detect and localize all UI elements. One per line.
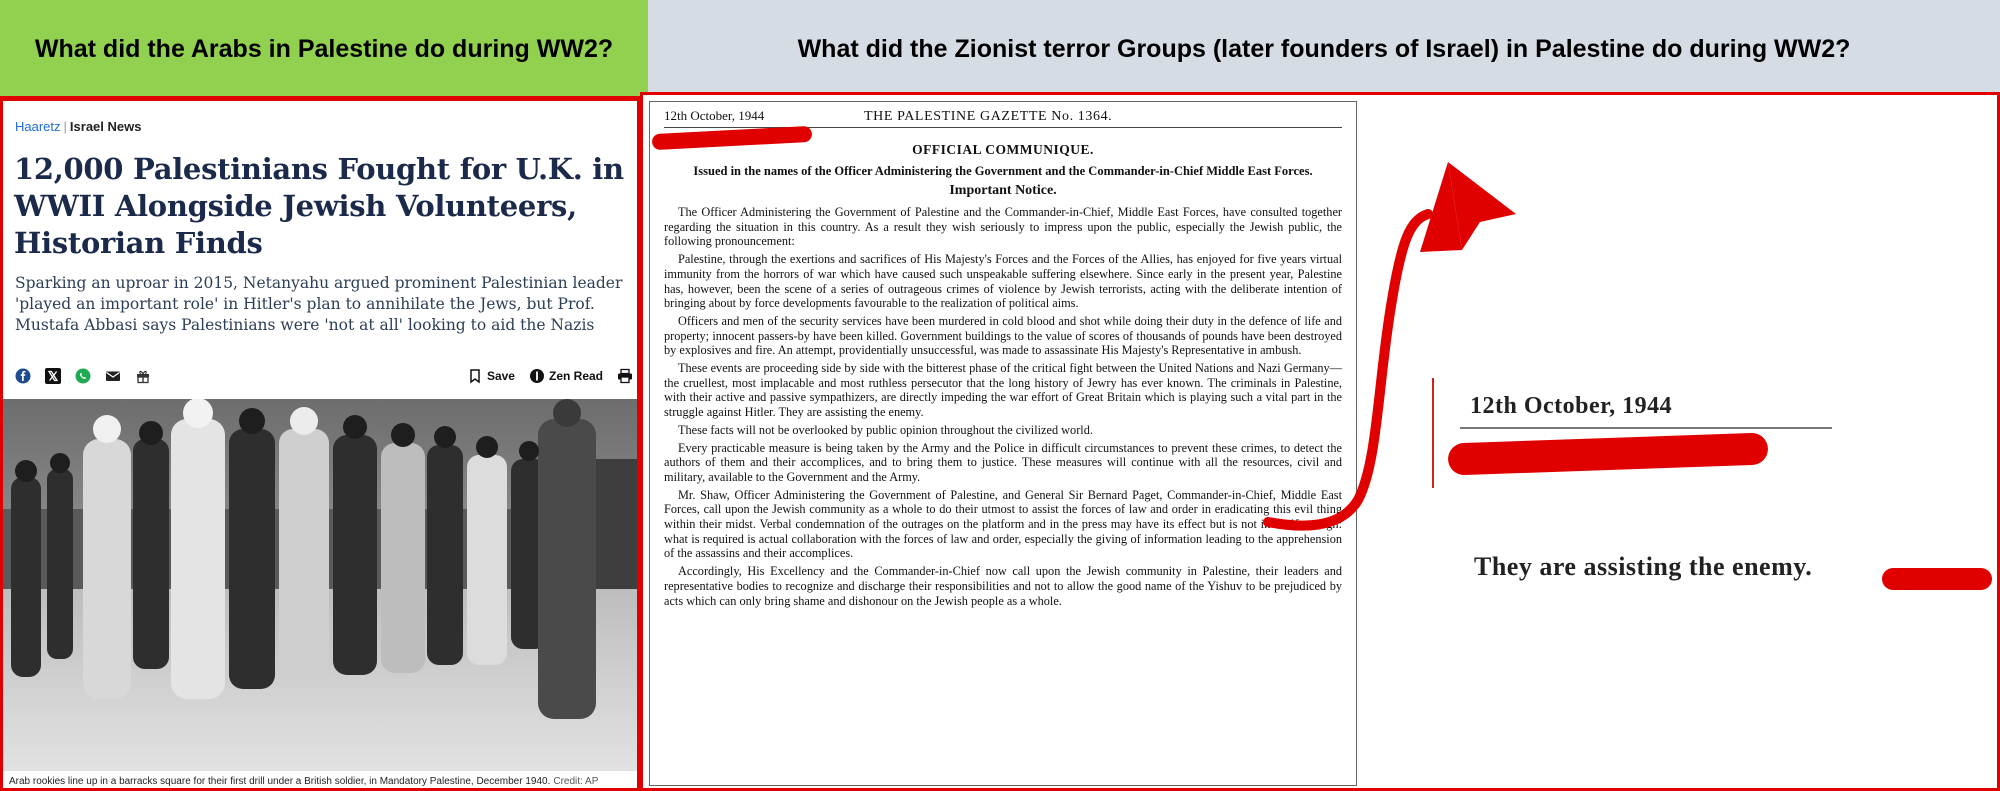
gift-icon[interactable] (135, 368, 151, 384)
zoom-frame-line (1432, 378, 1434, 488)
breadcrumb (15, 119, 141, 134)
gazette-paragraph: Every practicable measure is being taken by the Army and the Police in difficult circumstances to prevent these crimes, to detect the authors of them and their accomplices, and to bring them to justice. These measures will continue with all the resources, civil and military, available to the Government and the Army. (664, 440, 1342, 484)
left-header: What did the Arabs in Palestine do during WW2? (0, 0, 648, 98)
redaction-scribble (1882, 568, 1992, 590)
photo-credit: Credit: AP (553, 776, 599, 787)
zoom-rule (1460, 427, 1832, 429)
gazette-document (649, 101, 1357, 786)
brand-link[interactable]: Haaretz (15, 119, 61, 134)
section-link[interactable]: Israel News (69, 119, 142, 134)
print-icon[interactable] (617, 368, 633, 384)
communique-heading: OFFICIAL COMMUNIQUE. (912, 142, 1094, 157)
gazette-paragraph: Accordingly, His Excellency and the Commander-in-Chief now call upon the Jewish community in Palestine, their leaders and representative bodies to recognize and discharge their responsibilities and not to allow the good name of the Yishuv to be prejudiced by acts which can only bring shame and dishonour on the Jewish people as a whole. (664, 564, 1342, 608)
article-photo (3, 399, 637, 771)
zen-read-label: Zen Read (548, 369, 603, 383)
gazette-paragraph: The Officer Administering the Government of Palestine and the Commander-in-Chief, Middle East Forces, have consulted together regarding the situation in this country. As a result they wish seriously to impress upon the public, especially the Jewish public, the following pronouncement: (664, 205, 1342, 249)
facebook-icon[interactable] (15, 368, 31, 384)
gazette-paragraph: Officers and men of the security services have been murdered in cold blood and shot while doing their duty in the defence of life and property; innocent passers-by have been killed. Government buildings to the value of scores of thousands of pounds have been destroyed by explosives and fire. An attempt, providentially unsuccessful, was made to assassinate His Majesty's Representative in ambush. (664, 313, 1342, 358)
gazette-paragraph: These facts will not be overlooked by public opinion throughout the civilized world. (678, 422, 1093, 437)
gazette-paragraph: These events are proceeding side by side with the bitterest phase of the critical fight between the United Nations and Nazi Germany—the cruellest, most implacable and most ruthless persecutor that the long history of Jewry has ever known. The criminals in Palestine, with their active and passive sympathizers, are directly impeding the war effort of Great Britain which is playing such a vital part in the struggle against Hitler. They are assisting the enemy. (664, 361, 1342, 420)
article-toolbar (15, 363, 633, 389)
article-headline: 12,000 Palestinians Fought for U.K. in WWII Alongside Jewish Volunteers, Historian Finds (14, 152, 624, 260)
article-tools (467, 368, 633, 384)
notice-heading: Important Notice. (949, 183, 1057, 198)
bookmark-icon (467, 368, 483, 384)
gazette-paragraph: Palestine, through the exertions and sacrifices of His Majesty's Forces and the Forces of the Allies, has enjoyed for five years virtual immunity from the horrors of war which have caused such unspeakable suffering elsewhere. Since early in the present year, Palestine has, however, been the scene of a series of outrageous crimes of violence by Jewish terrorists, acting with the deliberate intention of bringing about by force developments favourable to the realization of political aims. (664, 252, 1342, 311)
share-icons (15, 368, 151, 384)
mail-icon[interactable] (105, 368, 121, 384)
x-icon[interactable] (45, 368, 61, 384)
gazette-title: THE PALESTINE GAZETTE No. 1364. (864, 109, 1113, 124)
photo-caption (9, 776, 598, 787)
gazette-panel (640, 92, 2000, 791)
article-panel (0, 98, 640, 791)
caption-text: Arab rookies line up in a barracks square for their first drill under a British soldier, in Mandatory Palestine, December 1940. (9, 776, 551, 787)
article-subheadline: Sparking an uproar in 2015, Netanyahu argued prominent Palestinian leader 'played an important role' in Hitler's plan to annihilate the Jews, but Prof. Mustafa Abbasi says Palestinians were 'not at all' looking to aid the Nazis (15, 274, 623, 334)
zen-read-icon (529, 368, 545, 384)
zen-read-button[interactable] (529, 368, 603, 384)
gazette-paragraph: Mr. Shaw, Officer Administering the Government of Palestine, and General Sir Bernard Paget, Commander-in-Chief, Middle East Forces, call upon the Jewish community as a whole to do their utmost to assist the forces of law and order in eradicating this evil thing within their midst. Verbal condemnation of the outrages on the platform and in the press may have its effect but is not in itself enough: what is required is actual collaboration with the forces of law and order, especially the giving of information leading to the apprehension of the assassins and their accomplices. (664, 487, 1342, 561)
issued-line: Issued in the names of the Officer Administering the Government and the Commander-in-Chief Middle East Forces. (693, 164, 1313, 178)
save-label: Save (486, 369, 515, 383)
zoom-date: 12th October, 1944 (1470, 393, 1673, 419)
gazette-masthead (664, 108, 1342, 128)
right-header: What did the Zionist terror Groups (later founders of Israel) in Palestine do during WW2? (648, 0, 2000, 98)
breadcrumb-separator: | (63, 119, 67, 134)
gazette-date: 12th October, 1944 (664, 108, 765, 123)
whatsapp-icon[interactable] (75, 368, 91, 384)
save-button[interactable] (467, 368, 515, 384)
zoom-quote: They are assisting the enemy. (1474, 552, 1813, 581)
